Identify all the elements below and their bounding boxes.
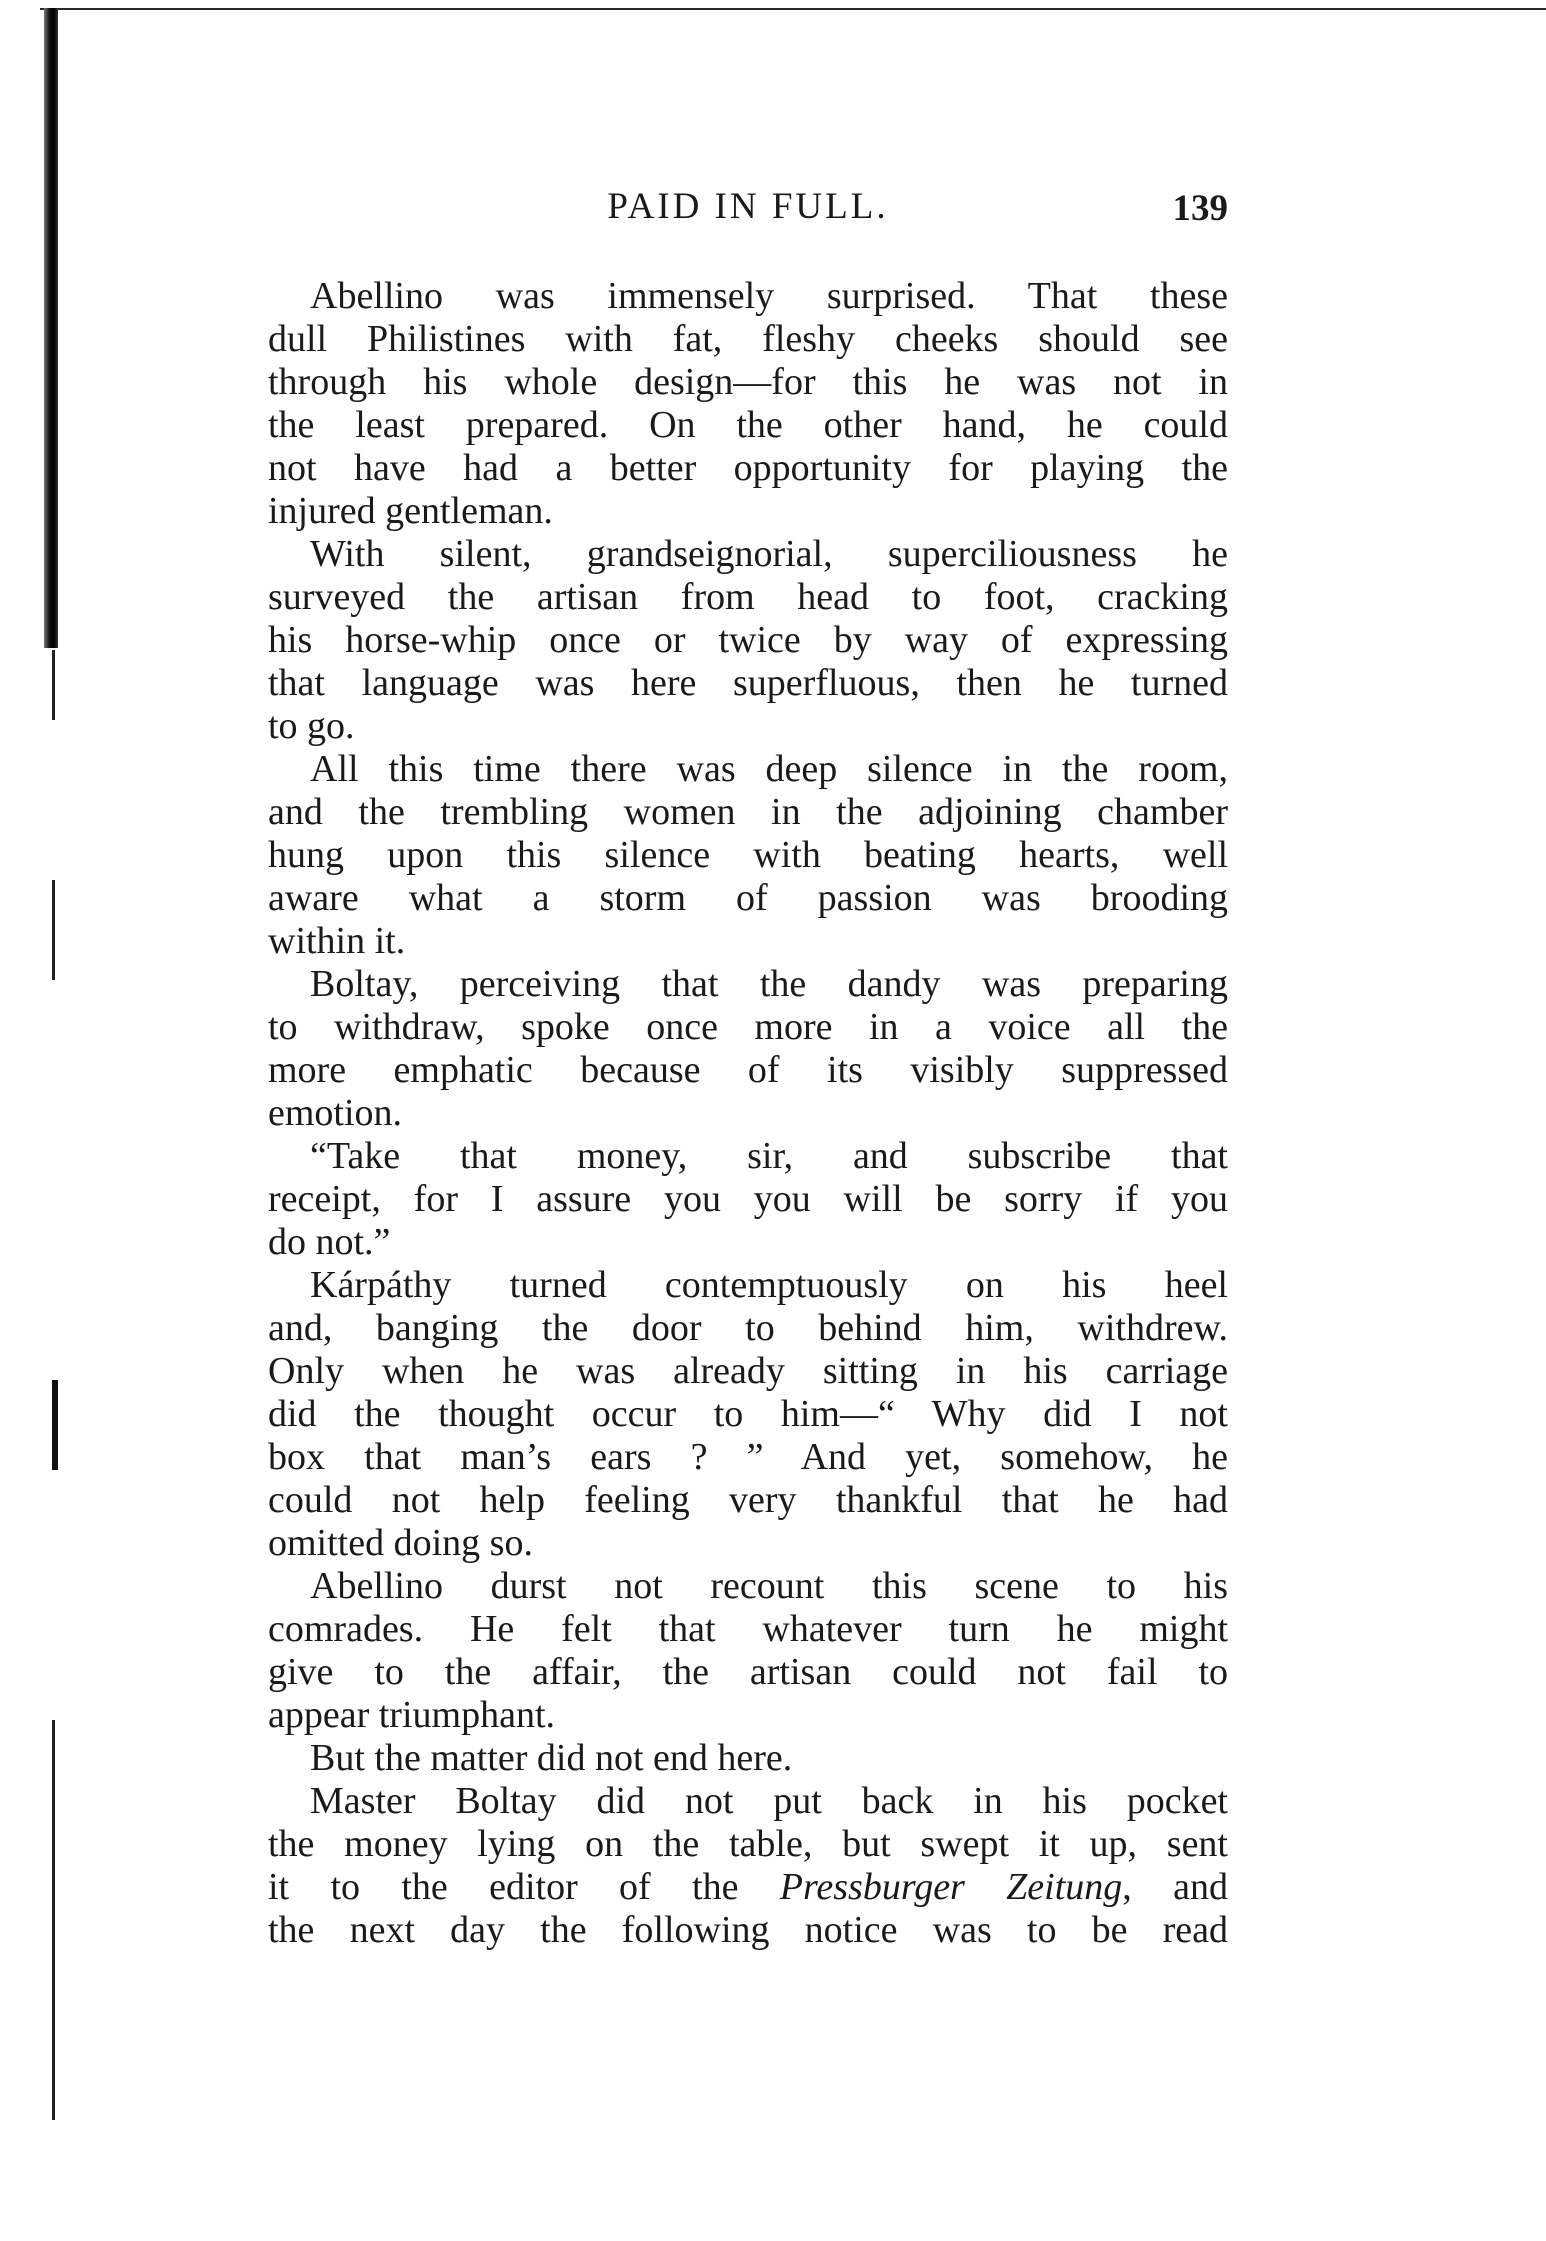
gutter-line bbox=[52, 880, 55, 980]
text-line: more emphatic because of its visibly suppressed bbox=[268, 1049, 1228, 1091]
text-line: injured gentleman. bbox=[268, 490, 553, 532]
text-line: do not.” bbox=[268, 1221, 391, 1263]
text-line: to go. bbox=[268, 705, 355, 747]
text-line: comrades. He felt that whatever turn he might bbox=[268, 1608, 1228, 1650]
text-line: Abellino durst not recount this scene to his bbox=[310, 1565, 1228, 1607]
text-line: surveyed the artisan from head to foot, cracking bbox=[268, 576, 1228, 618]
text-line: the next day the following notice was to be read bbox=[268, 1909, 1228, 1951]
text-line: “Take that money, sir, and subscribe that bbox=[310, 1135, 1228, 1177]
text-line: appear triumphant. bbox=[268, 1694, 556, 1736]
text-line: emotion. bbox=[268, 1092, 403, 1134]
text-line: hung upon this silence with beating hearts, well bbox=[268, 834, 1228, 876]
gutter-line bbox=[52, 1380, 58, 1470]
text-line: With silent, grandseignorial, superciliousness he bbox=[310, 533, 1228, 575]
text-line: aware what a storm of passion was brooding bbox=[268, 877, 1228, 919]
text-line: to withdraw, spoke once more in a voice all the bbox=[268, 1006, 1228, 1048]
text-line: Abellino was immensely surprised. That these bbox=[310, 275, 1228, 317]
text-line: receipt, for I assure you you will be sorry if you bbox=[268, 1178, 1228, 1220]
text-line: the least prepared. On the other hand, he could bbox=[268, 404, 1228, 446]
text-line: within it. bbox=[268, 920, 406, 962]
text-line: the money lying on the table, but swept it up, sent bbox=[268, 1823, 1228, 1865]
gutter-line bbox=[52, 650, 55, 720]
text-line: But the matter did not end here. bbox=[310, 1737, 793, 1779]
text-line: Master Boltay did not put back in his pocket bbox=[310, 1780, 1228, 1822]
text-line: that language was here superfluous, then he turned bbox=[268, 662, 1228, 704]
text-line: omitted doing so. bbox=[268, 1522, 533, 1564]
page-edge-line bbox=[40, 8, 1546, 10]
text-line: give to the affair, the artisan could not fail to bbox=[268, 1651, 1228, 1693]
text-line: through his whole design—for this he was not in bbox=[268, 361, 1228, 403]
text-line: did the thought occur to him—“ Why did I not bbox=[268, 1393, 1228, 1435]
text-body bbox=[268, 275, 1228, 1952]
page-header bbox=[268, 185, 1228, 235]
gutter-line bbox=[52, 1720, 55, 2120]
text-line: dull Philistines with fat, fleshy cheeks should see bbox=[268, 318, 1228, 360]
text-line: Kárpáthy turned contemptuously on his heel bbox=[310, 1264, 1228, 1306]
text-line: it to the editor of the Pressburger Zeitung, and bbox=[268, 1866, 1228, 1908]
running-title: PAID IN FULL. bbox=[607, 186, 889, 227]
binding-shadow bbox=[44, 8, 58, 648]
page-number: 139 bbox=[1172, 188, 1228, 229]
text-line: All this time there was deep silence in the room, bbox=[310, 748, 1228, 790]
text-line: not have had a better opportunity for playing the bbox=[268, 447, 1228, 489]
text-line: his horse-whip once or twice by way of expressing bbox=[268, 619, 1228, 661]
newspaper-title: Pressburger Zeitung bbox=[779, 1866, 1123, 1908]
text-line: box that man’s ears ? ” And yet, somehow, he bbox=[268, 1436, 1228, 1478]
text-line: could not help feeling very thankful that he had bbox=[268, 1479, 1228, 1521]
text-line: Boltay, perceiving that the dandy was preparing bbox=[310, 963, 1228, 1005]
text-line: Only when he was already sitting in his carriage bbox=[268, 1350, 1228, 1392]
text-line: and the trembling women in the adjoining chamber bbox=[268, 791, 1228, 833]
text-line: and, banging the door to behind him, withdrew. bbox=[268, 1307, 1228, 1349]
